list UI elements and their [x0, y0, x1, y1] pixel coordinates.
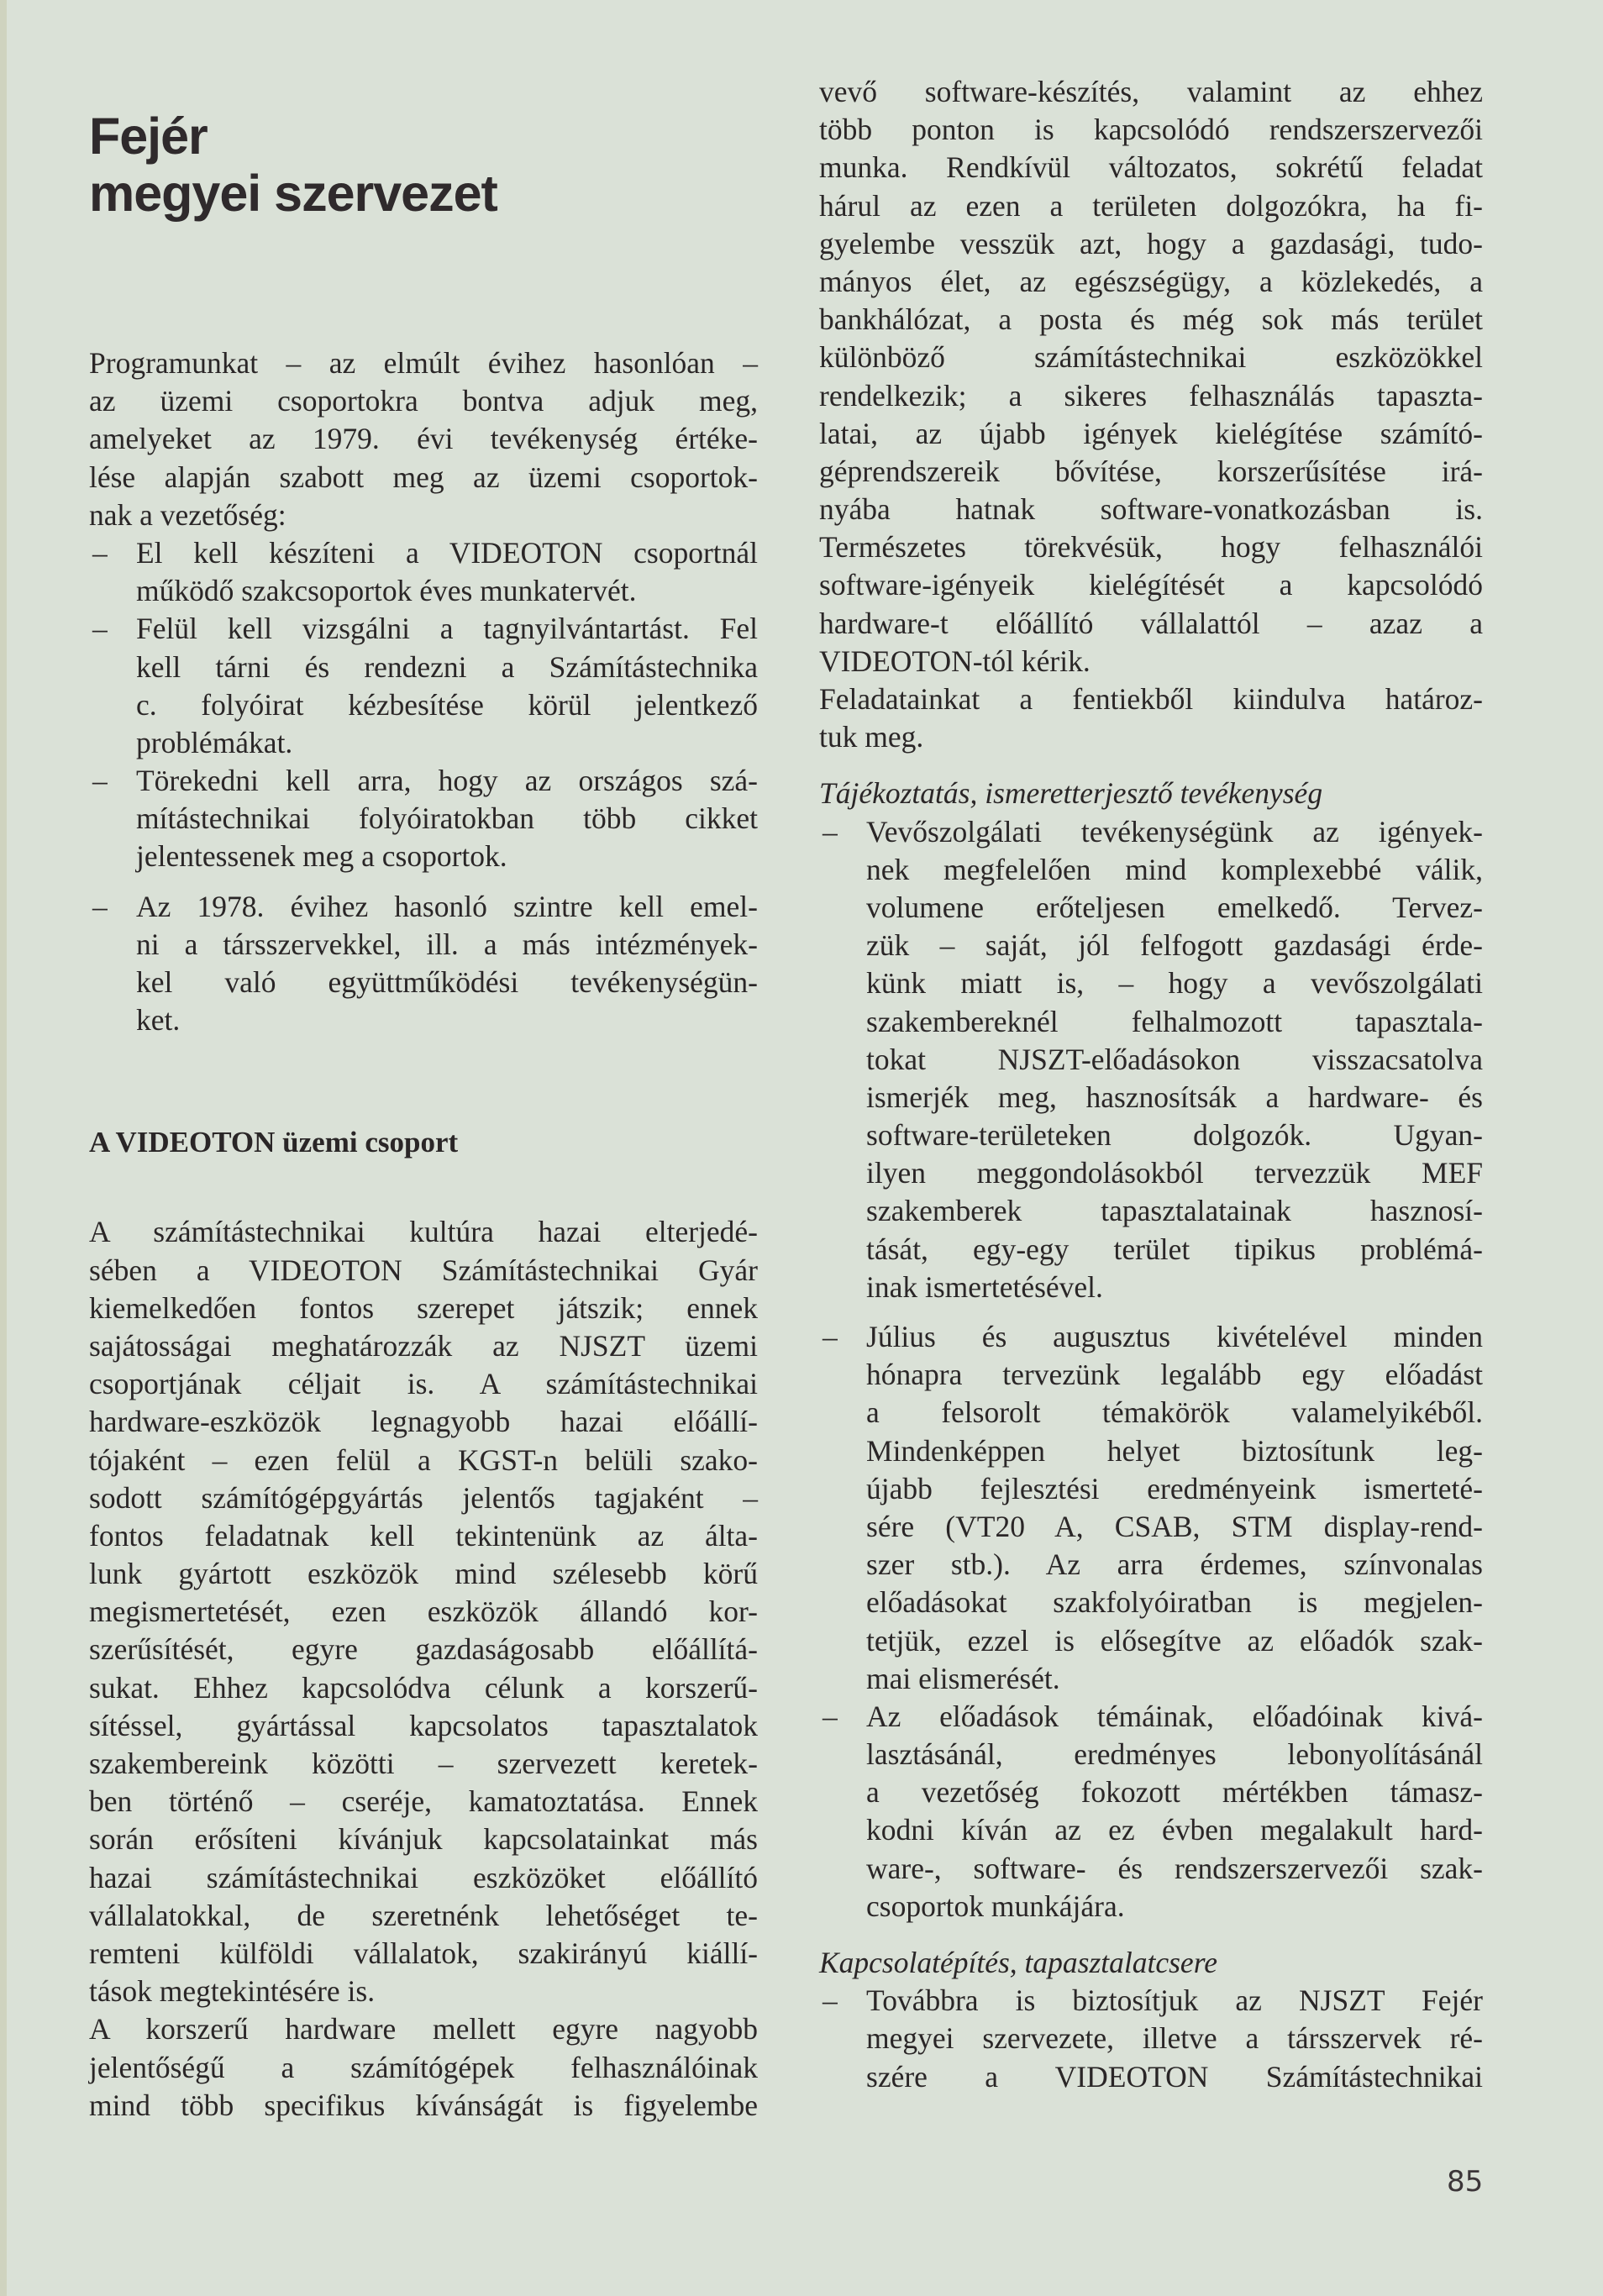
- intro-paragraph: [89, 344, 758, 534]
- text-line: sajátosságai meghatározzák az NJSZT üzemi: [89, 1328, 758, 1363]
- text-line: Feladatainkat a fentiekből kiindulva határoz-: [819, 682, 1483, 716]
- list-item: [89, 610, 758, 762]
- text-line: sodott számítógépgyártás jelentős tagjaként –: [89, 1480, 758, 1515]
- text-line: munka. Rendkívül változatos, sokrétű feladat: [819, 150, 1483, 185]
- text-line: inak ismertetésével.: [866, 1269, 1103, 1304]
- text-line: szakemberek tapasztalatainak hasznosí-: [866, 1194, 1483, 1228]
- text-line: bankhálózat, a posta és még sok más terület: [819, 302, 1483, 337]
- text-line: Programunkat – az elmúlt évihez hasonlóan –: [89, 346, 758, 380]
- dash-bullet: –: [92, 764, 108, 798]
- dash-bullet: –: [92, 612, 108, 646]
- text-line: kodni kíván az ez évben megalakult hard-: [866, 1813, 1483, 1847]
- text-line: nyába hatnak software-vonatkozásban is.: [819, 492, 1483, 527]
- text-line: újabb fejlesztési eredményeink ismerteté-: [866, 1471, 1483, 1505]
- list-item: [89, 762, 758, 876]
- text-line: szakembereink közötti – szervezett keretek-: [89, 1747, 758, 1780]
- text-line: Vevőszolgálati tevékenységünk az igények-: [866, 814, 1483, 849]
- dash-bullet: –: [92, 535, 108, 570]
- text-line: mind több specifikus kívánságát is figyelembe: [89, 2088, 758, 2122]
- dash-bullet: –: [823, 1699, 838, 1733]
- text-line: szakembereknél felhalmozott tapasztala-: [866, 1004, 1483, 1038]
- text-line: tását, egy-egy terület tipikus problémá-: [866, 1232, 1483, 1266]
- text-line: Természetes törekvésük, hogy felhasználói: [819, 530, 1483, 565]
- subheading-tajekoztatas: Tájékoztatás, ismeretterjesztő tevékenység: [819, 776, 1323, 811]
- text-line: hónapra tervezünk legalább egy előadást: [866, 1358, 1483, 1392]
- list-item: [89, 534, 758, 610]
- text-line: Július és augusztus kivételével minden: [866, 1320, 1483, 1353]
- text-line: remteni külföldi vállalatok, szakirányú kiállí-: [89, 1936, 758, 1970]
- text-line: előadásokat szakfolyóiratban is megjelen-: [866, 1585, 1483, 1620]
- text-line: Az előadások témáinak, előadóinak kivá-: [866, 1699, 1483, 1733]
- text-line: Az 1978. évihez hasonló szintre kell emel-: [136, 889, 758, 923]
- text-line: VIDEOTON-tól kérik.: [819, 644, 1091, 678]
- text-line: mítástechnikai folyóiratokban több cikket: [136, 801, 758, 836]
- text-line: működő szakcsoportok éves munkatervét.: [136, 574, 637, 608]
- text-line: software-területeken dolgozók. Ugyan-: [866, 1118, 1483, 1153]
- body-paragraph: [89, 2010, 758, 2125]
- text-line: hardware-eszközök legnagyobb hazai előállí-: [89, 1405, 758, 1439]
- dash-bullet: –: [92, 889, 108, 923]
- text-line: mányos élet, az egészségügy, a közlekedés, a: [819, 264, 1483, 298]
- text-line: géprendszereik bővítése, korszerűsítése irá-: [819, 454, 1483, 488]
- text-line: gyelembe vesszük azt, hogy a gazdasági, tudo-: [819, 226, 1483, 260]
- text-line: csoportok munkájára.: [866, 1889, 1125, 1923]
- text-line: a vezetőség fokozott mértékben támasz-: [866, 1775, 1483, 1810]
- text-line: csoportjának céljait is. A számítástechnikai: [89, 1367, 758, 1401]
- text-line: sében a VIDEOTON Számítástechnikai Gyár: [89, 1253, 758, 1287]
- text-line: künk miatt is, – hogy a vevőszolgálati: [866, 966, 1483, 1001]
- text-line: Mindenképpen helyet biztosítunk leg-: [866, 1433, 1483, 1468]
- text-line: Továbbra is biztosítjuk az NJSZT Fejér: [866, 1983, 1483, 2018]
- text-line: A korszerű hardware mellett egyre nagyobb: [89, 2012, 758, 2046]
- text-line: jelentőségű a számítógépek felhasználóinak: [89, 2050, 758, 2084]
- text-line: rendelkezik; a sikeres felhasználás tapaszta-: [819, 378, 1483, 412]
- text-line: ni a társszervekkel, ill. a más intézmények-: [136, 927, 758, 961]
- text-line: jelentessenek meg a csoportok.: [136, 839, 507, 874]
- text-line: szer stb.). Az arra érdemes, színvonalas: [866, 1547, 1483, 1582]
- text-line: latai, az újabb igények kielégítése számító-: [819, 416, 1483, 450]
- text-line: kiemelkedően fontos szerepet játszik; ennek: [89, 1290, 758, 1325]
- text-line: tokat NJSZT-előadásokon visszacsatolva: [866, 1042, 1483, 1076]
- text-line: szerűsítését, egyre gazdaságosabb előállítá-: [89, 1632, 758, 1667]
- left-column: [89, 344, 758, 2125]
- title-line: Fejér: [89, 108, 208, 165]
- text-line: sukat. Ehhez kapcsolódva célunk a korszerű-: [89, 1670, 758, 1705]
- text-line: tuk meg.: [819, 720, 924, 754]
- text-line: vállalatokkal, de szeretnénk lehetőséget te-: [89, 1898, 758, 1932]
- text-line: amelyeket az 1979. évi tevékenység értéke-: [89, 422, 758, 456]
- text-line: fontos feladatnak kell tekintenünk az álta-: [89, 1518, 758, 1553]
- text-line: tetjük, ezzel is elősegítve az előadók szak-: [866, 1623, 1483, 1658]
- text-line: ware-, software- és rendszerszervezői szak-: [866, 1851, 1483, 1885]
- text-line: c. folyóirat kézbesítése körül jelentkező: [136, 687, 758, 722]
- text-line: problémákat.: [136, 725, 293, 759]
- text-line: ilyen meggondolásokból tervezzük MEF: [866, 1156, 1483, 1190]
- subheading-kapcsolatepites: Kapcsolatépítés, tapasztalatcsere: [819, 1946, 1217, 1979]
- dash-bullet: –: [823, 1320, 838, 1353]
- text-line: nek megfelelően mind komplexebbé válik,: [866, 852, 1483, 886]
- body-paragraph: [819, 680, 1483, 756]
- body-paragraph: [819, 73, 1483, 680]
- text-line: A számítástechnikai kultúra hazai elterjedé-: [89, 1215, 758, 1249]
- page-edge: [0, 0, 7, 2296]
- dash-bullet: –: [823, 1983, 838, 2018]
- text-line: kell tárni és rendezni a Számítástechnika: [136, 649, 758, 684]
- text-line: hárul az ezen a területen dolgozókra, ha fi-: [819, 188, 1483, 223]
- text-line: zük – saját, jól felfogott gazdasági érde-: [866, 928, 1483, 963]
- text-line: lasztásánál, eredményes lebonyolításánál: [866, 1737, 1483, 1772]
- dash-bullet: –: [823, 814, 838, 849]
- text-line: lunk gyártott eszközök mind szélesebb körű: [89, 1557, 758, 1591]
- text-line: tások megtekintésére is.: [89, 1974, 376, 2009]
- text-line: ben történő – cseréje, kamatoztatása. Ennek: [89, 1784, 758, 1819]
- list-item: [819, 1318, 1483, 1698]
- text-line: Törekedni kell arra, hogy az országos szá-: [136, 764, 758, 798]
- text-line: software-igényeik kielégítését a kapcsolódó: [819, 568, 1483, 602]
- text-line: El kell készíteni a VIDEOTON csoportnál: [136, 535, 758, 570]
- text-line: különböző számítástechnikai eszközökkel: [819, 340, 1483, 375]
- text-line: a felsorolt témakörök valamelyikéből.: [866, 1395, 1483, 1430]
- list-item: [819, 813, 1483, 1306]
- text-line: hazai számítástechnikai eszközöket előállító: [89, 1860, 758, 1894]
- text-line: lése alapján szabott meg az üzemi csoportok-: [89, 460, 758, 494]
- list-item: [89, 888, 758, 1040]
- article-title: [89, 108, 497, 222]
- text-line: több ponton is kapcsolódó rendszerszervezői: [819, 113, 1483, 147]
- text-line: sítéssel, gyártással kapcsolatos tapasztalatok: [89, 1708, 758, 1742]
- text-line: kel való együttműködési tevékenységün-: [136, 965, 758, 999]
- text-line: hardware-t előállító vállalattól – azaz a: [819, 606, 1483, 640]
- text-line: az üzemi csoportokra bontva adjuk meg,: [89, 384, 758, 418]
- text-line: szére a VIDEOTON Számítástechnikai: [866, 2059, 1483, 2094]
- text-line: megyei szervezete, illetve a társszervek ré-: [866, 2021, 1483, 2056]
- text-line: során erősíteni kívánjuk kapcsolatainkat más: [89, 1822, 758, 1857]
- text-line: volumene erőteljesen emelkedő. Tervez-: [866, 890, 1483, 924]
- title-line: megyei szervezet: [89, 165, 497, 222]
- section-heading: A VIDEOTON üzemi csoport: [89, 1126, 459, 1159]
- text-line: Felül kell vizsgálni a tagnyilvántartást. Fel: [136, 612, 758, 646]
- text-line: sére (VT20 A, CSAB, STM display-rend-: [866, 1509, 1483, 1543]
- list-item: [819, 1982, 1483, 2096]
- text-line: mai elismerését.: [866, 1661, 1060, 1695]
- list-item: [819, 1698, 1483, 1926]
- text-line: megismertetését, ezen eszközök állandó kor-: [89, 1595, 758, 1629]
- text-line: nak a vezetőség:: [89, 497, 286, 532]
- text-line: tójaként – ezen felül a KGST-n belüli szako-: [89, 1442, 758, 1477]
- right-column: [819, 73, 1483, 2096]
- text-line: ket.: [136, 1003, 181, 1038]
- body-paragraph: [89, 1213, 758, 2010]
- page-number: 85: [1447, 2165, 1484, 2199]
- text-line: ismerjék meg, hasznosítsák a hardware- és: [866, 1080, 1483, 1114]
- text-line: vevő software-készítés, valamint az ehhez: [819, 75, 1483, 108]
